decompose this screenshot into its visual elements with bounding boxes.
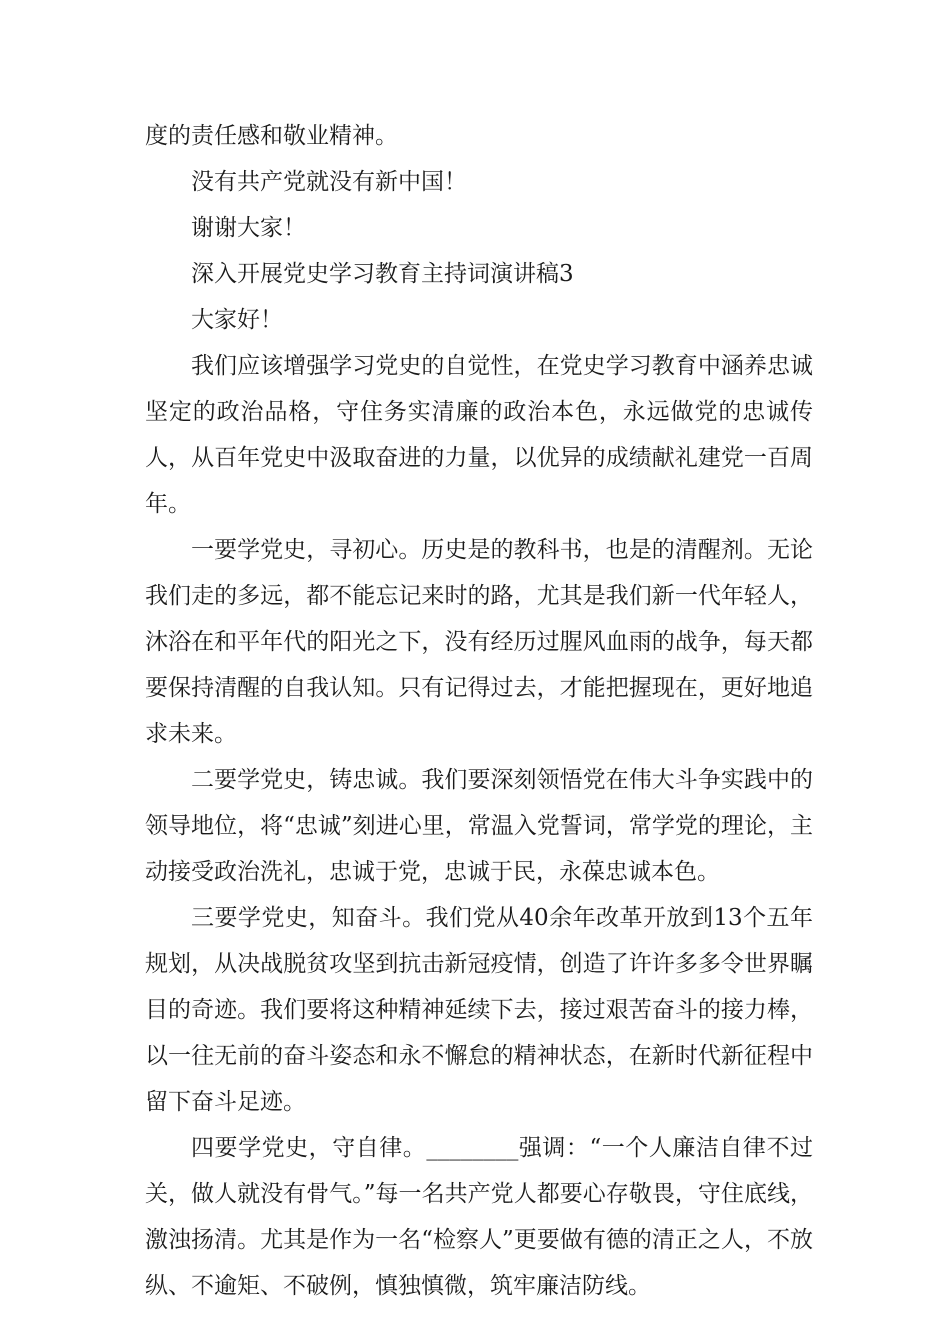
paragraph-point-1: 一要学党史，寻初心。历史是的教科书，也是的清醒剂。无论我们走的多远，都不能忘记来时的路，尤其是我们新一代年轻人，沐浴在和平年代的阳光之下，没有经历过腥风血雨的战争，每天都要保持清醒的自我认知。只有记得过去，才能把握现在，更好地追求未来。 (145, 537, 813, 747)
paragraph-slogan: 没有共产党就没有新中国！ (191, 169, 467, 195)
paragraph-thanks: 谢谢大家！ (191, 215, 306, 241)
paragraph-greeting: 大家好！ (191, 307, 283, 333)
paragraph-intro: 我们应该增强学习党史的自觉性，在党史学习教育中涵养忠诚坚定的政治品格，守住务实清廉的政治本色，永远做党的忠诚传人，从百年党史中汲取奋进的力量，以优异的成绩献礼建党一百周年。 (145, 353, 813, 517)
paragraph-point-4: 四要学党史，守自律。________强调：“一个人廉洁自律不过关，做人就没有骨气。”每一名共产党人都要心存敬畏，守住底线，激浊扬清。尤其是作为一名“检察人”更要做有德的清正之人，不放纵、不逾矩、不破例，慎独慎微，筑牢廉洁防线。 (145, 1135, 813, 1299)
paragraph-continuation: 度的责任感和敬业精神。 (145, 123, 398, 149)
document-page (145, 113, 813, 1309)
paragraph-point-2: 二要学党史，铸忠诚。我们要深刻领悟党在伟大斗争实践中的领导地位，将“忠诚”刻进心里，常温入党誓词，常学党的理论，主动接受政治洗礼，忠诚于党，忠诚于民，永葆忠诚本色。 (145, 767, 813, 885)
section-title: 深入开展党史学习教育主持词演讲稿3 (191, 261, 574, 287)
paragraph-point-3: 三要学党史，知奋斗。我们党从40余年改革开放到13个五年规划，从决战脱贫攻坚到抗击新冠疫情，创造了许许多多令世界瞩目的奇迹。我们要将这种精神延续下去，接过艰苦奋斗的接力棒，以一往无前的奋斗姿态和永不懈怠的精神状态，在新时代新征程中留下奋斗足迹。 (145, 905, 813, 1115)
